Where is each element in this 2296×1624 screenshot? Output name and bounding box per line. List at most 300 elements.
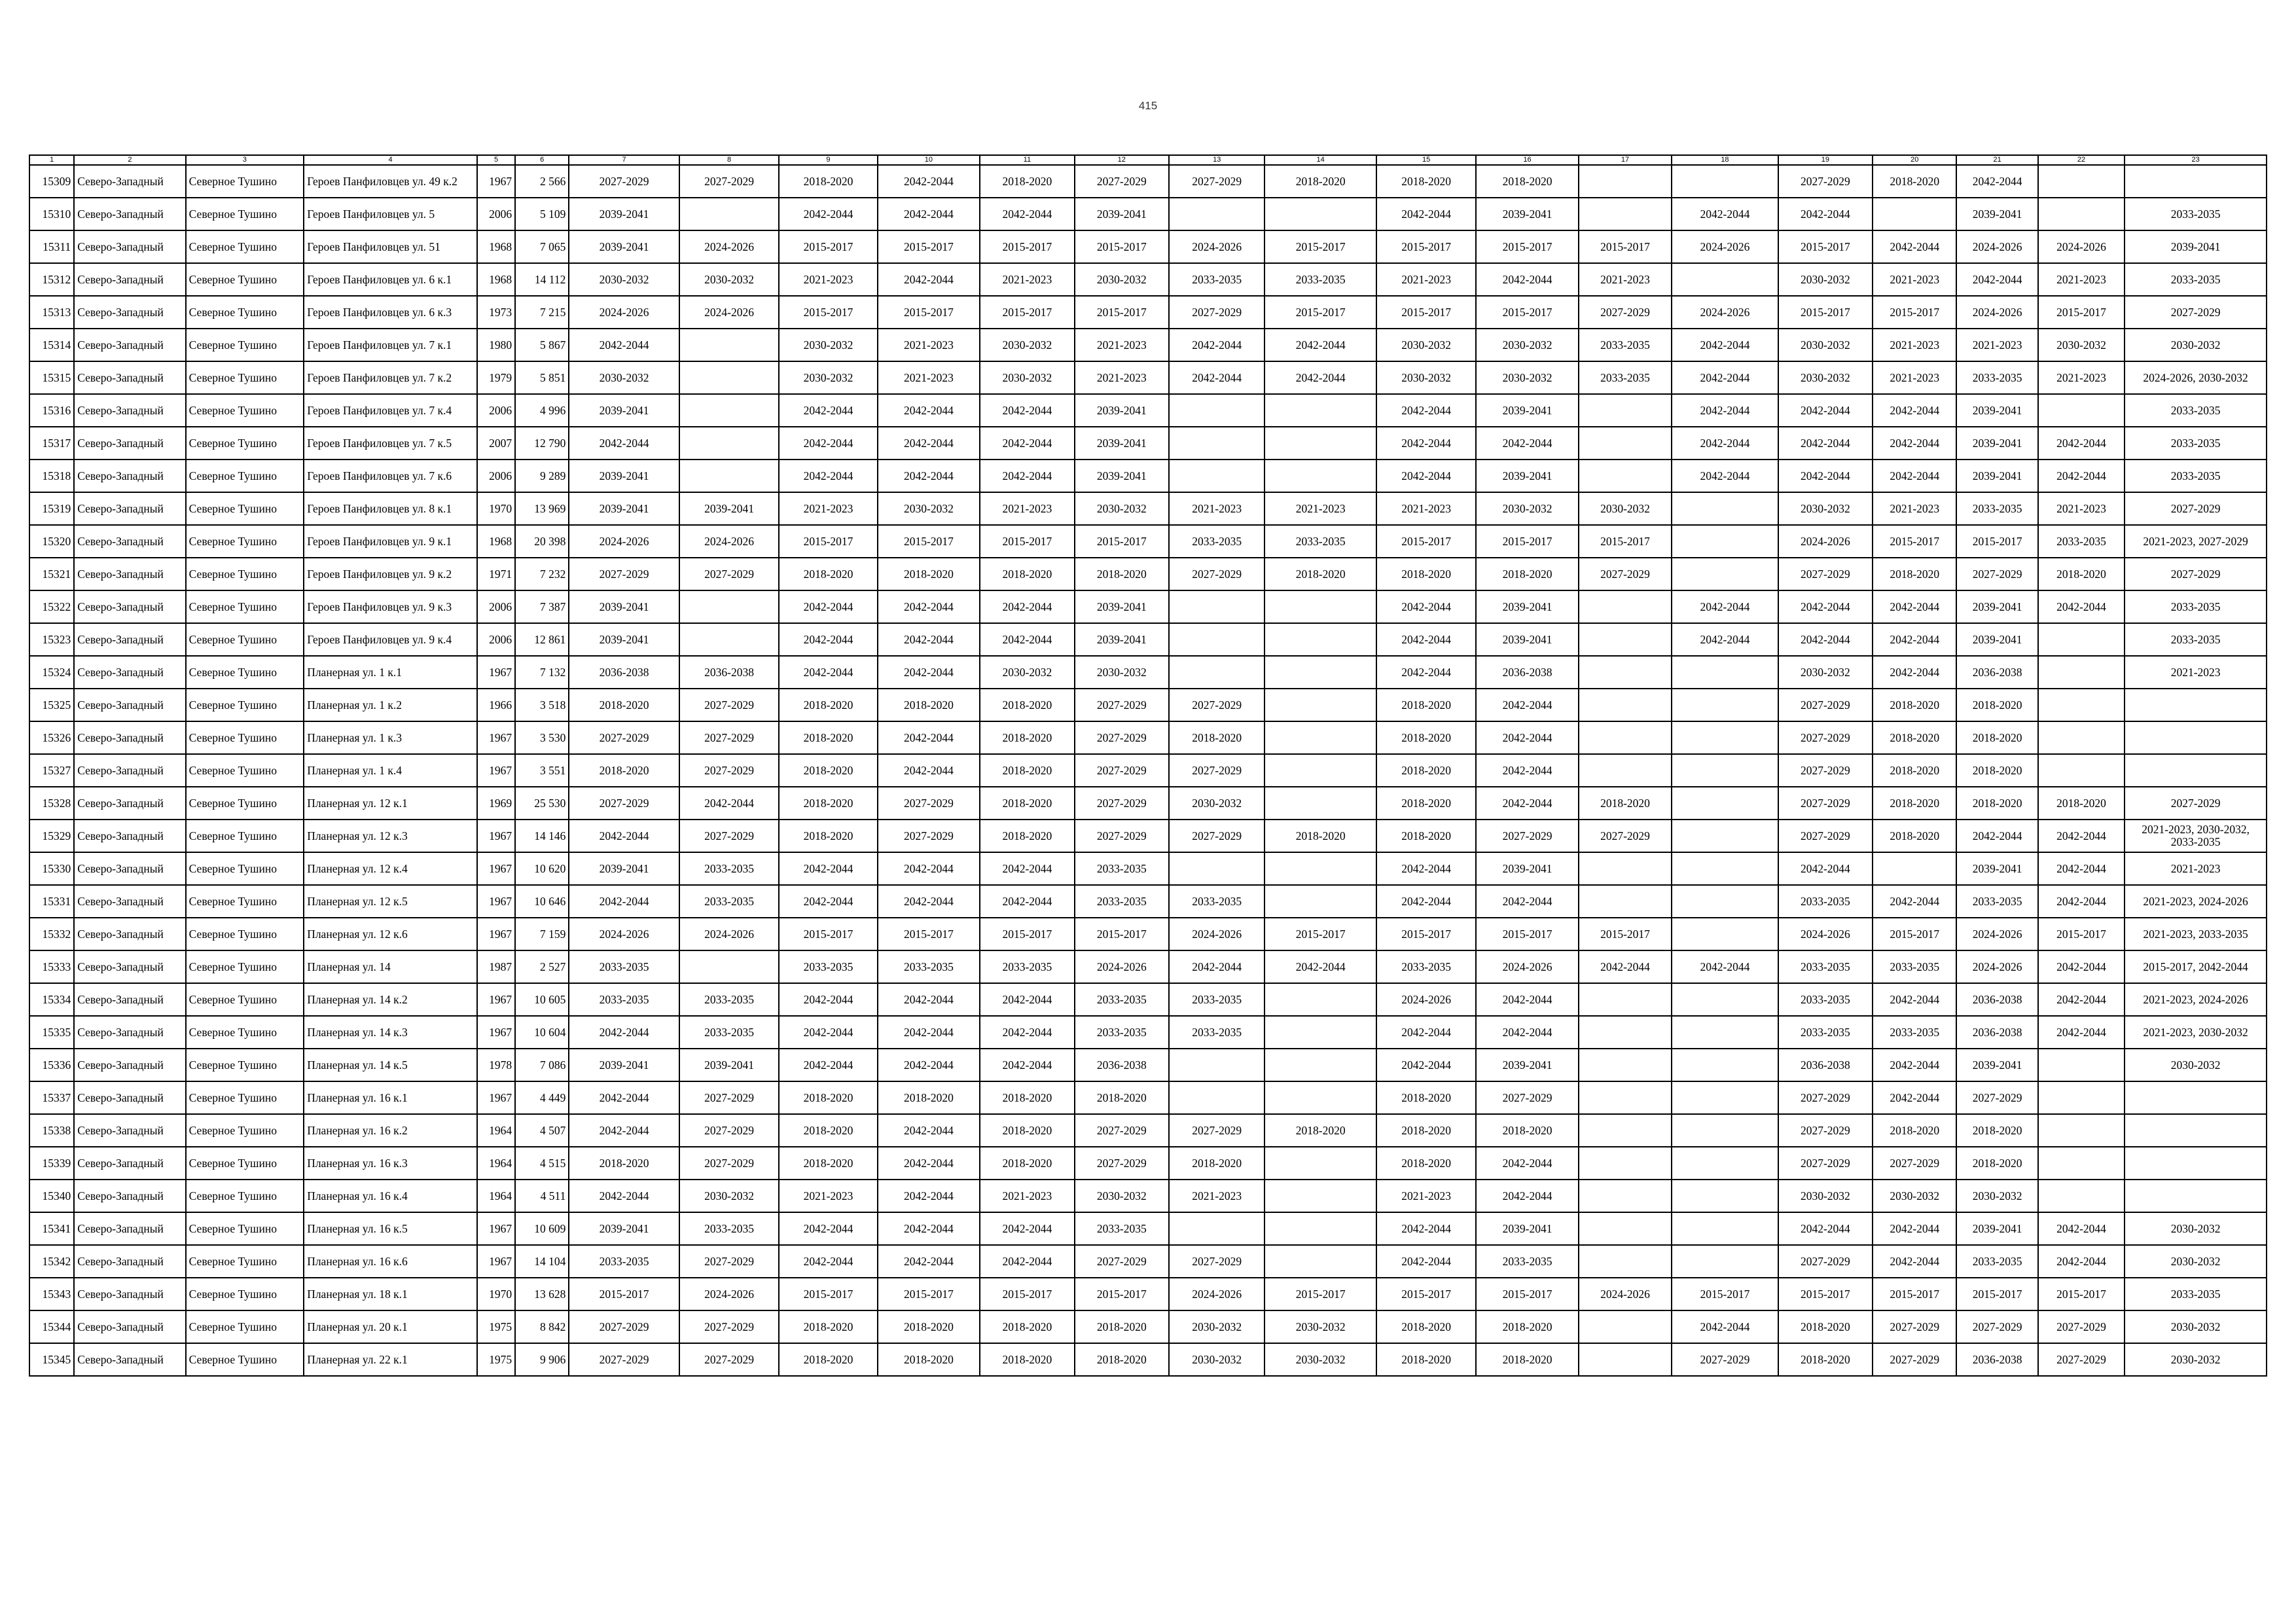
table-cell: 2042-2044 (980, 1212, 1074, 1245)
table-cell: 2042-2044 (569, 329, 679, 361)
table-cell (1265, 656, 1376, 689)
table-cell: 3 518 (515, 689, 569, 721)
table-cell (1672, 492, 1778, 525)
table-cell: 2030-2032 (2125, 1310, 2267, 1343)
table-cell: 2033-2035 (1169, 885, 1265, 918)
table-cell: 2021-2023, 2030-2032 (2125, 1016, 2267, 1049)
table-cell: 2042-2044 (878, 198, 980, 230)
table-cell: 2039-2041 (1956, 1212, 2037, 1245)
table-cell (1579, 1245, 1672, 1278)
table-cell: 2024-2026 (679, 230, 779, 263)
table-cell: 2027-2029 (1075, 754, 1169, 787)
table-cell: 2042-2044 (878, 1016, 980, 1049)
table-cell: 2015-2017 (1075, 296, 1169, 329)
table-cell (679, 329, 779, 361)
table-cell: 2015-2017 (1873, 918, 1956, 950)
table-cell: 2042-2044 (1376, 1049, 1476, 1081)
table-cell: 15332 (29, 918, 74, 950)
table-cell (1672, 918, 1778, 950)
table-cell: Героев Панфиловцев ул. 9 к.1 (304, 525, 477, 558)
table-cell: 2042-2044 (1873, 623, 1956, 656)
table-cell (1672, 1212, 1778, 1245)
table-cell: 2021-2023, 2033-2035 (2125, 918, 2267, 950)
table-row (29, 329, 2267, 361)
table-row (29, 296, 2267, 329)
table-cell: Северное Тушино (186, 394, 304, 427)
table-cell (2125, 1147, 2267, 1180)
table-cell: 2027-2029 (569, 558, 679, 590)
table-cell: 2018-2020 (1265, 820, 1376, 852)
table-cell: 5 109 (515, 198, 569, 230)
table-cell: 2015-2017 (1376, 918, 1476, 950)
table-cell: Северное Тушино (186, 950, 304, 983)
table-cell: 2033-2035 (1476, 1245, 1578, 1278)
table-cell: 2018-2020 (569, 689, 679, 721)
table-cell: 1967 (477, 721, 515, 754)
table-cell (1265, 885, 1376, 918)
table-cell (2125, 689, 2267, 721)
table-cell: 2039-2041 (1476, 852, 1578, 885)
table-cell: 7 086 (515, 1049, 569, 1081)
table-cell (1169, 198, 1265, 230)
table-cell: 2042-2044 (1873, 394, 1956, 427)
table-cell: 15341 (29, 1212, 74, 1245)
column-number-cell: 14 (1265, 155, 1376, 165)
schedule-table-container (29, 154, 2267, 1377)
table-cell: Северо-Западный (74, 623, 185, 656)
table-cell: 2033-2035 (1265, 263, 1376, 296)
table-cell: 2024-2026 (1778, 918, 1873, 950)
table-cell: 2018-2020 (1376, 689, 1476, 721)
table-cell: 7 159 (515, 918, 569, 950)
table-row (29, 820, 2267, 852)
table-cell (679, 460, 779, 492)
table-cell: 2033-2035 (1075, 885, 1169, 918)
table-cell (2038, 1049, 2125, 1081)
table-row (29, 1278, 2267, 1310)
table-cell: 2021-2023 (1376, 492, 1476, 525)
table-cell: Планерная ул. 14 к.5 (304, 1049, 477, 1081)
table-cell: 2018-2020 (1873, 721, 1956, 754)
table-cell: 2015-2017 (980, 1278, 1074, 1310)
table-cell: 2015-2017 (2038, 918, 2125, 950)
table-cell: Героев Панфиловцев ул. 9 к.4 (304, 623, 477, 656)
table-cell: Северо-Западный (74, 983, 185, 1016)
table-cell: 2021-2023 (2125, 852, 2267, 885)
table-cell: 3 551 (515, 754, 569, 787)
table-cell: Планерная ул. 16 к.1 (304, 1081, 477, 1114)
table-cell: 2042-2044 (1778, 198, 1873, 230)
column-number-cell: 7 (569, 155, 679, 165)
table-cell (1579, 689, 1672, 721)
table-cell: 2018-2020 (878, 558, 980, 590)
table-cell: 2015-2017 (1476, 525, 1578, 558)
table-cell: 2030-2032 (1778, 656, 1873, 689)
table-row (29, 1114, 2267, 1147)
table-cell: 2042-2044 (1672, 394, 1778, 427)
table-cell: 2027-2029 (569, 787, 679, 820)
table-cell: 2030-2032 (878, 492, 980, 525)
table-cell: 2021-2023 (2038, 361, 2125, 394)
table-cell: 1964 (477, 1180, 515, 1212)
table-cell: 2027-2029 (1778, 754, 1873, 787)
table-cell: Северо-Западный (74, 394, 185, 427)
table-cell (2038, 689, 2125, 721)
table-cell: Планерная ул. 20 к.1 (304, 1310, 477, 1343)
table-cell: 2018-2020 (980, 558, 1074, 590)
table-cell (1265, 623, 1376, 656)
table-cell: 2033-2035 (1169, 263, 1265, 296)
table-cell: 2030-2032 (1169, 1343, 1265, 1376)
table-cell: 2042-2044 (1873, 1212, 1956, 1245)
table-cell: 1967 (477, 656, 515, 689)
table-row (29, 492, 2267, 525)
table-cell: 2033-2035 (1075, 852, 1169, 885)
table-cell: 2036-2038 (1956, 983, 2037, 1016)
column-number-cell: 17 (1579, 155, 1672, 165)
table-cell: 2036-2038 (1476, 656, 1578, 689)
table-cell: 2030-2032 (1778, 361, 1873, 394)
table-cell: 2018-2020 (1376, 787, 1476, 820)
table-cell: 2027-2029 (1778, 1081, 1873, 1114)
table-cell: 2018-2020 (1376, 558, 1476, 590)
table-cell: 4 507 (515, 1114, 569, 1147)
table-cell: 2039-2041 (569, 394, 679, 427)
table-cell (1579, 852, 1672, 885)
table-cell: 2039-2041 (1476, 460, 1578, 492)
table-cell: Северо-Западный (74, 230, 185, 263)
table-row (29, 623, 2267, 656)
table-row (29, 1310, 2267, 1343)
table-cell: 2036-2038 (569, 656, 679, 689)
table-cell (1265, 1049, 1376, 1081)
table-cell: 2033-2035 (1169, 983, 1265, 1016)
table-cell: 15331 (29, 885, 74, 918)
table-cell: 2042-2044 (1672, 460, 1778, 492)
table-cell (1873, 198, 1956, 230)
table-cell: 2015-2017 (779, 1278, 877, 1310)
table-cell: Северо-Западный (74, 885, 185, 918)
table-cell: 2042-2044 (569, 885, 679, 918)
table-cell: 2030-2032 (1265, 1310, 1376, 1343)
table-cell (1265, 1245, 1376, 1278)
table-cell: 2042-2044 (779, 394, 877, 427)
table-cell: 2033-2035 (1579, 361, 1672, 394)
table-cell: 2018-2020 (980, 754, 1074, 787)
table-cell: 2033-2035 (1778, 983, 1873, 1016)
table-cell: 2033-2035 (1075, 983, 1169, 1016)
table-cell: 2042-2044 (980, 394, 1074, 427)
table-cell: 25 530 (515, 787, 569, 820)
table-cell: 15310 (29, 198, 74, 230)
table-cell: 14 146 (515, 820, 569, 852)
table-row (29, 721, 2267, 754)
table-cell: 2030-2032 (1075, 492, 1169, 525)
table-cell: 2042-2044 (569, 1016, 679, 1049)
table-cell: 2033-2035 (1169, 525, 1265, 558)
table-cell: 2024-2026 (1169, 918, 1265, 950)
table-cell (1169, 656, 1265, 689)
table-cell (2038, 656, 2125, 689)
table-cell: 2042-2044 (779, 590, 877, 623)
table-cell: 1967 (477, 1016, 515, 1049)
table-row (29, 754, 2267, 787)
column-number-cell: 10 (878, 155, 980, 165)
table-cell: 2024-2026 (1169, 1278, 1265, 1310)
table-cell: Героев Панфиловцев ул. 7 к.4 (304, 394, 477, 427)
table-cell: 15323 (29, 623, 74, 656)
table-cell (1579, 623, 1672, 656)
table-cell: 2021-2023 (1873, 361, 1956, 394)
table-cell: Северное Тушино (186, 230, 304, 263)
table-cell: 2027-2029 (878, 787, 980, 820)
table-cell: 2030-2032 (569, 361, 679, 394)
table-cell: 2018-2020 (1169, 1147, 1265, 1180)
table-cell: 15321 (29, 558, 74, 590)
table-cell: 2027-2029 (679, 721, 779, 754)
table-cell: 2042-2044 (1873, 427, 1956, 460)
table-cell (1579, 460, 1672, 492)
table-cell: 2018-2020 (1376, 165, 1476, 198)
table-cell: 4 511 (515, 1180, 569, 1212)
table-cell (1579, 427, 1672, 460)
table-cell: 2015-2017 (1075, 1278, 1169, 1310)
table-cell: 2015-2017 (878, 230, 980, 263)
table-cell: Северное Тушино (186, 1310, 304, 1343)
table-cell (1672, 263, 1778, 296)
table-cell (679, 950, 779, 983)
table-cell: 2015-2017 (1376, 525, 1476, 558)
table-cell: 2018-2020 (1956, 721, 2037, 754)
table-cell: 2030-2032 (2125, 1245, 2267, 1278)
table-cell: 2018-2020 (1873, 165, 1956, 198)
table-cell: 2015-2017 (1265, 296, 1376, 329)
table-cell: 2042-2044 (1376, 427, 1476, 460)
table-cell: 2021-2023 (779, 492, 877, 525)
table-cell: 15327 (29, 754, 74, 787)
table-cell: 2042-2044 (878, 656, 980, 689)
table-cell: 2021-2023 (2038, 263, 2125, 296)
table-cell: 2015-2017 (1075, 525, 1169, 558)
table-cell: 2006 (477, 623, 515, 656)
table-cell: 2024-2026 (1579, 1278, 1672, 1310)
table-cell: 1978 (477, 1049, 515, 1081)
table-cell: 2030-2032 (1778, 263, 1873, 296)
table-cell: 15326 (29, 721, 74, 754)
table-cell: 2042-2044 (1476, 754, 1578, 787)
table-cell: 15309 (29, 165, 74, 198)
table-cell: 1975 (477, 1310, 515, 1343)
table-cell: 2042-2044 (1873, 230, 1956, 263)
table-cell: Планерная ул. 16 к.2 (304, 1114, 477, 1147)
table-cell: 2018-2020 (779, 558, 877, 590)
table-cell: 2042-2044 (679, 787, 779, 820)
table-cell: 2042-2044 (980, 427, 1074, 460)
table-cell: Северо-Западный (74, 1081, 185, 1114)
table-cell: 15334 (29, 983, 74, 1016)
table-cell: 2042-2044 (878, 852, 980, 885)
table-cell: 2018-2020 (779, 689, 877, 721)
table-cell: 1968 (477, 263, 515, 296)
table-cell: 2042-2044 (2038, 427, 2125, 460)
table-cell (1265, 754, 1376, 787)
table-cell: 2042-2044 (1778, 623, 1873, 656)
table-cell: 2033-2035 (569, 950, 679, 983)
table-cell: Северное Тушино (186, 1147, 304, 1180)
table-cell: 9 289 (515, 460, 569, 492)
table-cell: 2027-2029 (1169, 1114, 1265, 1147)
table-cell: 2007 (477, 427, 515, 460)
table-cell: 2042-2044 (1265, 329, 1376, 361)
table-cell (1672, 885, 1778, 918)
table-cell: 2018-2020 (2038, 787, 2125, 820)
table-cell: 9 906 (515, 1343, 569, 1376)
table-cell: 2033-2035 (1075, 1016, 1169, 1049)
table-cell: 2030-2032 (980, 329, 1074, 361)
table-cell (1579, 165, 1672, 198)
table-cell: Северо-Западный (74, 1310, 185, 1343)
table-cell: Северное Тушино (186, 296, 304, 329)
table-cell (1579, 885, 1672, 918)
table-cell: 2030-2032 (1579, 492, 1672, 525)
table-cell (1265, 1212, 1376, 1245)
table-cell: 2027-2029 (1873, 1343, 1956, 1376)
table-cell: 2021-2023, 2024-2026 (2125, 983, 2267, 1016)
table-cell: 2042-2044 (2038, 1016, 2125, 1049)
table-cell: 2018-2020 (1476, 165, 1578, 198)
table-cell: 2042-2044 (1376, 1212, 1476, 1245)
table-cell: Планерная ул. 14 к.2 (304, 983, 477, 1016)
table-row (29, 1081, 2267, 1114)
table-cell: Северо-Западный (74, 1180, 185, 1212)
column-number-cell: 11 (980, 155, 1074, 165)
table-cell: 2042-2044 (569, 820, 679, 852)
table-cell: 5 867 (515, 329, 569, 361)
table-cell: Планерная ул. 16 к.6 (304, 1245, 477, 1278)
table-cell: 1968 (477, 525, 515, 558)
table-cell: 15314 (29, 329, 74, 361)
table-cell: 2030-2032 (1476, 329, 1578, 361)
table-cell: 2039-2041 (1075, 460, 1169, 492)
table-cell: 2027-2029 (679, 689, 779, 721)
table-cell: 2030-2032 (1778, 492, 1873, 525)
table-cell: 2042-2044 (878, 590, 980, 623)
table-cell: 1967 (477, 1081, 515, 1114)
table-cell: Северное Тушино (186, 1212, 304, 1245)
table-cell: 2030-2032 (1873, 1180, 1956, 1212)
table-cell (1265, 590, 1376, 623)
table-cell: 7 232 (515, 558, 569, 590)
table-cell: 2018-2020 (980, 1081, 1074, 1114)
table-cell: 2030-2032 (1075, 1180, 1169, 1212)
table-cell (679, 427, 779, 460)
table-cell: 2015-2017 (2038, 1278, 2125, 1310)
table-row (29, 361, 2267, 394)
table-cell: 2018-2020 (1265, 558, 1376, 590)
table-cell: 2027-2029 (1778, 820, 1873, 852)
table-cell: 2027-2029 (1169, 1245, 1265, 1278)
table-cell (1579, 983, 1672, 1016)
table-cell: Северное Тушино (186, 852, 304, 885)
table-row (29, 1049, 2267, 1081)
table-row (29, 918, 2267, 950)
table-cell: Северо-Западный (74, 689, 185, 721)
table-cell: 2030-2032 (980, 656, 1074, 689)
table-cell: 15319 (29, 492, 74, 525)
table-cell (2038, 198, 2125, 230)
table-cell: 2042-2044 (1873, 1049, 1956, 1081)
table-cell: 1968 (477, 230, 515, 263)
table-cell: Северное Тушино (186, 1278, 304, 1310)
table-cell: 2018-2020 (569, 754, 679, 787)
table-cell: 2042-2044 (878, 1245, 980, 1278)
table-cell: 2042-2044 (1169, 361, 1265, 394)
table-cell: 2042-2044 (779, 1049, 877, 1081)
table-cell: 2033-2035 (1956, 1245, 2037, 1278)
table-cell: 2021-2023 (1376, 1180, 1476, 1212)
table-cell: 2018-2020 (878, 1310, 980, 1343)
table-cell: 2042-2044 (1672, 198, 1778, 230)
table-cell: 2042-2044 (980, 983, 1074, 1016)
table-cell: 8 842 (515, 1310, 569, 1343)
table-cell: 2042-2044 (1873, 885, 1956, 918)
table-cell: 2027-2029 (679, 558, 779, 590)
table-cell: 2033-2035 (1956, 885, 2037, 918)
table-cell: 2027-2029 (679, 1343, 779, 1376)
table-cell: 2027-2029 (569, 1310, 679, 1343)
table-cell: 2021-2023 (1265, 492, 1376, 525)
table-cell: 2042-2044 (980, 590, 1074, 623)
table-cell: 2018-2020 (1265, 165, 1376, 198)
table-cell: Северо-Западный (74, 1049, 185, 1081)
table-cell: 14 112 (515, 263, 569, 296)
table-cell: 2018-2020 (878, 689, 980, 721)
table-cell: 2018-2020 (779, 165, 877, 198)
table-cell (1579, 590, 1672, 623)
table-cell (2038, 1180, 2125, 1212)
table-cell: 2042-2044 (1476, 983, 1578, 1016)
table-cell (1672, 983, 1778, 1016)
table-cell: 2042-2044 (1778, 427, 1873, 460)
table-cell: 2024-2026 (569, 525, 679, 558)
table-cell: 2042-2044 (779, 460, 877, 492)
table-cell: Северо-Западный (74, 165, 185, 198)
table-cell: 2021-2023 (1169, 492, 1265, 525)
table-cell: Северо-Западный (74, 1114, 185, 1147)
table-cell (1265, 1081, 1376, 1114)
table-cell: 2018-2020 (779, 1147, 877, 1180)
table-cell: 2042-2044 (779, 852, 877, 885)
table-cell (2038, 394, 2125, 427)
table-row (29, 1180, 2267, 1212)
table-cell: 2042-2044 (1376, 198, 1476, 230)
table-cell: 2027-2029 (878, 820, 980, 852)
table-cell (679, 623, 779, 656)
table-cell: 2027-2029 (1778, 689, 1873, 721)
table-cell: 2 527 (515, 950, 569, 983)
table-cell: 2042-2044 (1476, 1180, 1578, 1212)
table-cell: 2039-2041 (1476, 623, 1578, 656)
table-cell: 2030-2032 (1376, 329, 1476, 361)
table-cell: 2033-2035 (2125, 263, 2267, 296)
table-cell (1672, 787, 1778, 820)
table-cell: 1967 (477, 852, 515, 885)
table-cell: 2027-2029 (1579, 296, 1672, 329)
table-cell: 2039-2041 (1956, 427, 2037, 460)
table-cell: 2027-2029 (679, 1081, 779, 1114)
table-cell: 2039-2041 (1075, 427, 1169, 460)
table-cell: 2033-2035 (1265, 525, 1376, 558)
